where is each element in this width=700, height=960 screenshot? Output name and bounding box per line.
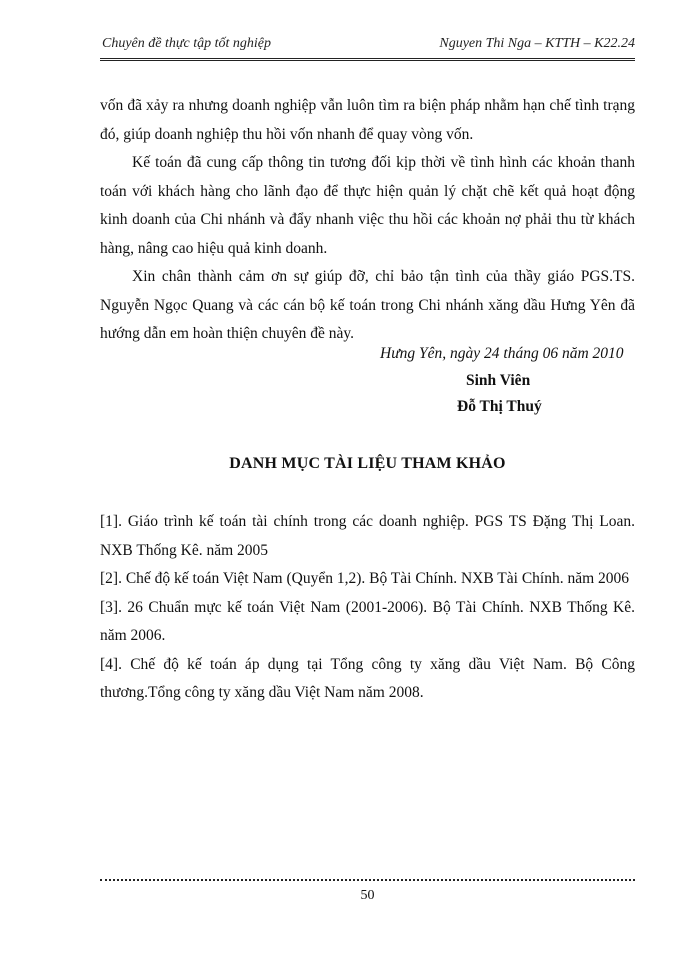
reference-item: [4]. Chế độ kế toán áp dụng tại Tổng công ty xăng dầu Việt Nam. Bộ Công thương.Tổng công ty xăng dầu Việt Nam năm 2008. [100,655,635,701]
references-heading: DANH MỤC TÀI LIỆU THAM KHẢO [229,455,506,472]
paragraph-1: vốn đã xảy ra nhưng doanh nghiệp vẫn luôn tìm ra biện pháp nhằm hạn chế tình trạng đó, giúp doanh nghiệp thu hồi vốn nhanh để quay vòng vốn. [100,97,635,143]
header-title: Chuyên đề thực tập tốt nghiệp [102,36,271,51]
header-author: Nguyen Thi Nga – KTTH – K22.24 [439,36,635,51]
reference-item: [3]. 26 Chuẩn mực kế toán Việt Nam (2001-2006). Bộ Tài Chính. NXB Thống Kê. năm 2006. [100,598,635,644]
reference-item: [2]. Chế độ kế toán Việt Nam (Quyển 1,2). Bộ Tài Chính. NXB Tài Chính. năm 2006 [100,570,630,587]
signature-name: Đỗ Thị Thuý [457,398,542,415]
signature-title: Sinh Viên [466,372,531,389]
footer-divider [100,879,635,881]
signature-date: Hưng Yên, ngày 24 tháng 06 năm 2010 [380,345,624,362]
body-text [100,92,635,349]
paragraph-2: Kế toán đã cung cấp thông tin tương đối kịp thời về tình hình các khoản thanh toán với khách hàng cho lãnh đạo để thực hiện quản lý chặt chẽ kết quả hoạt động kinh doanh của Chi nhánh và đẩy nhanh việc thu hồi các khoản nợ phải thu từ khách hàng, nâng cao hiệu quả kinh doanh. [100,154,635,257]
references-list [100,508,635,708]
page-number: 50 [360,888,375,903]
reference-item: [1]. Giáo trình kế toán tài chính trong các doanh nghiệp. PGS TS Đặng Thị Loan. NXB Thống Kê. năm 2005 [100,513,635,559]
page-header [100,36,635,61]
paragraph-3: Xin chân thành cảm ơn sự giúp đỡ, chỉ bảo tận tình của thầy giáo PGS.TS. Nguyễn Ngọc Quang và các cán bộ kế toán trong Chi nhánh xăng dầu Hưng Yên đã hướng dẫn em hoàn thiện chuyên đề này. [100,268,635,342]
